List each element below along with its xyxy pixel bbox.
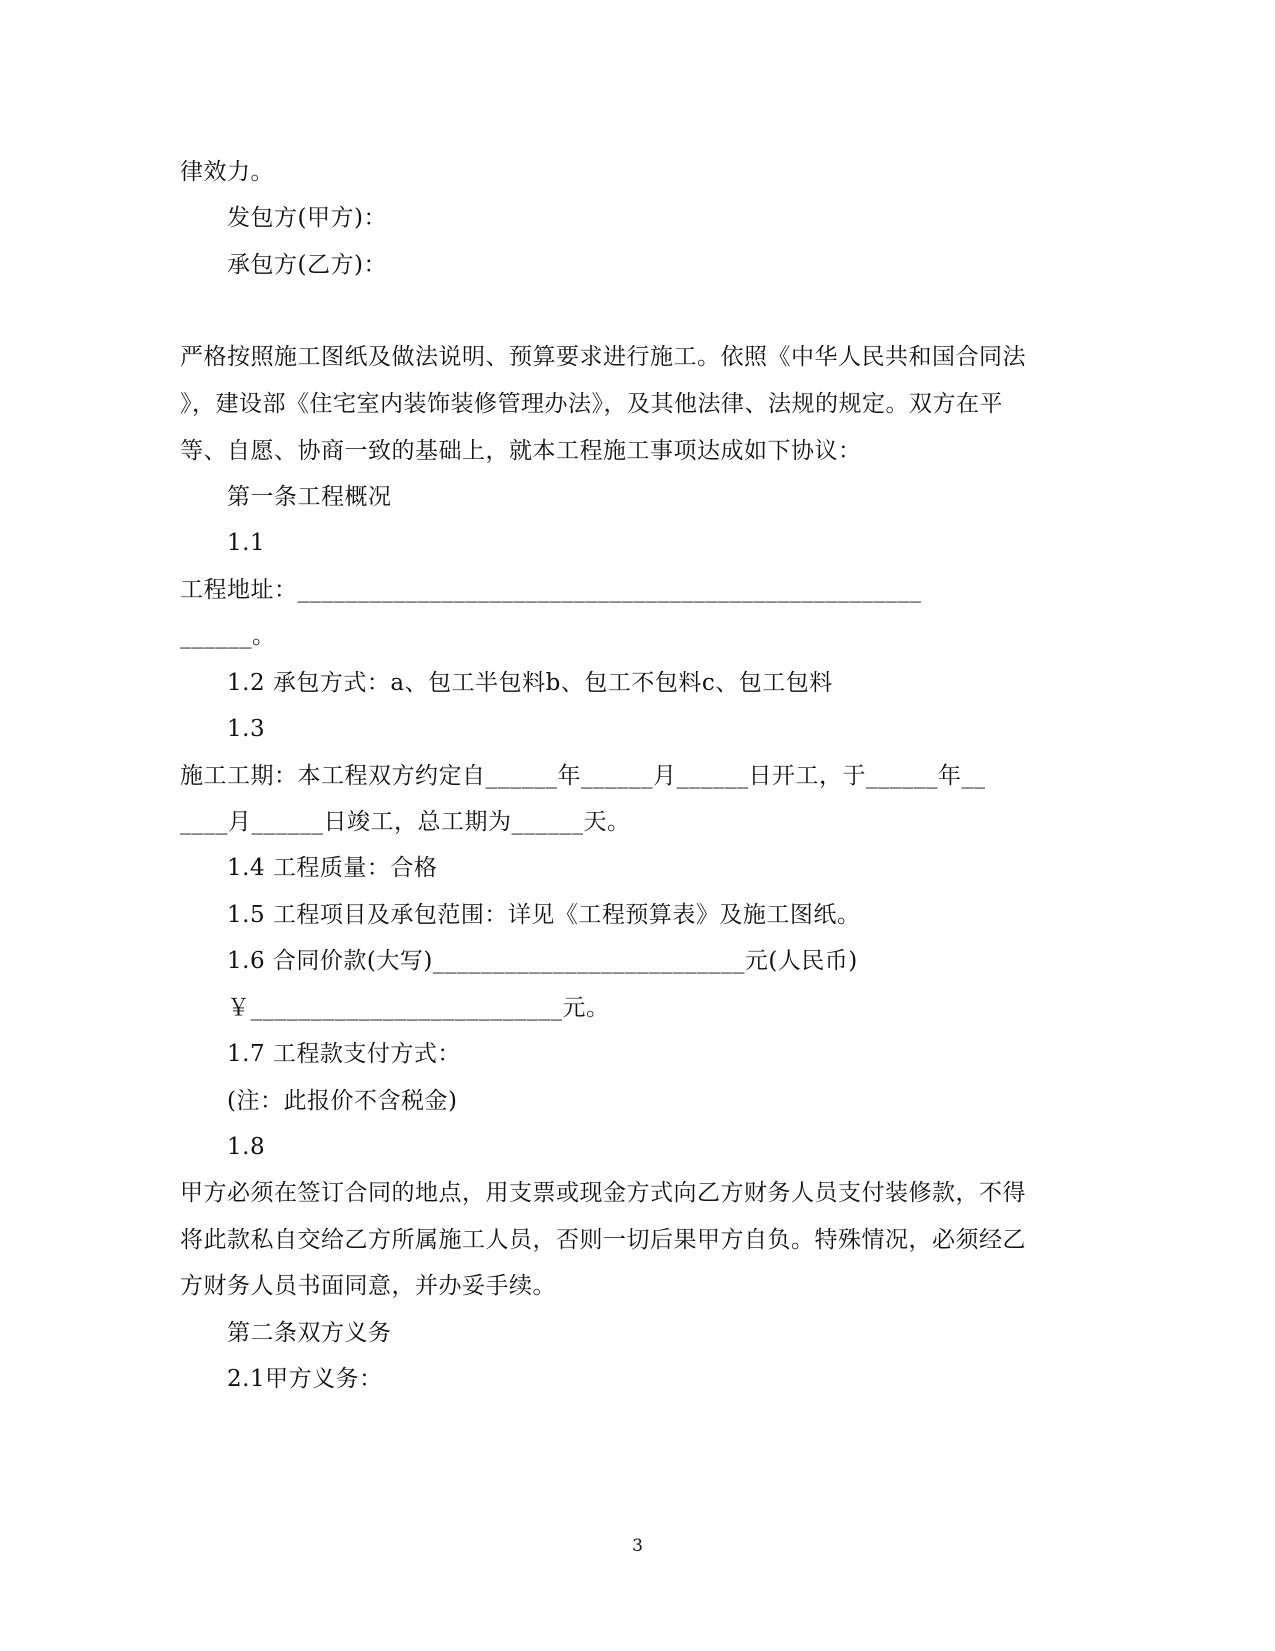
clause-number: 1.1 <box>227 530 266 556</box>
party-a-label: 发包方(甲方)： <box>227 205 387 231</box>
clause-number: 1.8 <box>227 1134 266 1160</box>
contract-price-line: ￥__________________________元。 <box>227 995 610 1021</box>
contract-price-line: 1.6 合同价款(大写)__________________________元(人民币) <box>227 948 858 974</box>
text-line: 等、自愿、协商一致的基础上，就本工程施工事项达成如下协议： <box>180 438 862 464</box>
schedule-line: 施工工期：本工程双方约定自______年______月______日开工，于______年__ <box>180 763 986 789</box>
text-line: 严格按照施工图纸及做法说明、预算要求进行施工。依照《中华人民共和国合同法 <box>180 344 1026 370</box>
text-line: 》，建设部《住宅室内装饰装修管理办法》，及其他法律、法规的规定。双方在平 <box>180 391 1003 417</box>
clause-number: 1.3 <box>227 716 266 742</box>
schedule-line: ____月______日竣工，总工期为______天。 <box>180 809 631 835</box>
clause-line: 1.4 工程质量：合格 <box>227 855 438 881</box>
address-field-line: ______。 <box>180 623 276 649</box>
clause-line: 1.5 工程项目及承包范围：详见《工程预算表》及施工图纸。 <box>227 902 861 928</box>
section-heading: 第一条工程概况 <box>227 484 392 510</box>
address-field-line: 工程地址：____________________________________________________ <box>180 577 922 603</box>
text-line: 方财务人员书面同意，并办妥手续。 <box>180 1273 556 1299</box>
party-b-label: 承包方(乙方)： <box>227 252 387 278</box>
text-line: 将此款私自交给乙方所属施工人员，否则一切后果甲方自负。特殊情况，必须经乙 <box>180 1227 1026 1253</box>
clause-line: 2.1甲方义务： <box>227 1366 383 1392</box>
page-number: 3 <box>632 1536 643 1556</box>
clause-line: 1.7 工程款支付方式： <box>227 1041 461 1067</box>
text-line: 甲方必须在签订合同的地点，用支票或现金方式向乙方财务人员支付装修款，不得 <box>180 1180 1026 1206</box>
section-heading: 第二条双方义务 <box>227 1320 392 1346</box>
text-line: 律效力。 <box>180 159 274 185</box>
clause-line: 1.2 承包方式：a、包工半包料b、包工不包料c、包工包料 <box>227 670 833 696</box>
note-line: (注：此报价不含税金) <box>227 1088 458 1114</box>
